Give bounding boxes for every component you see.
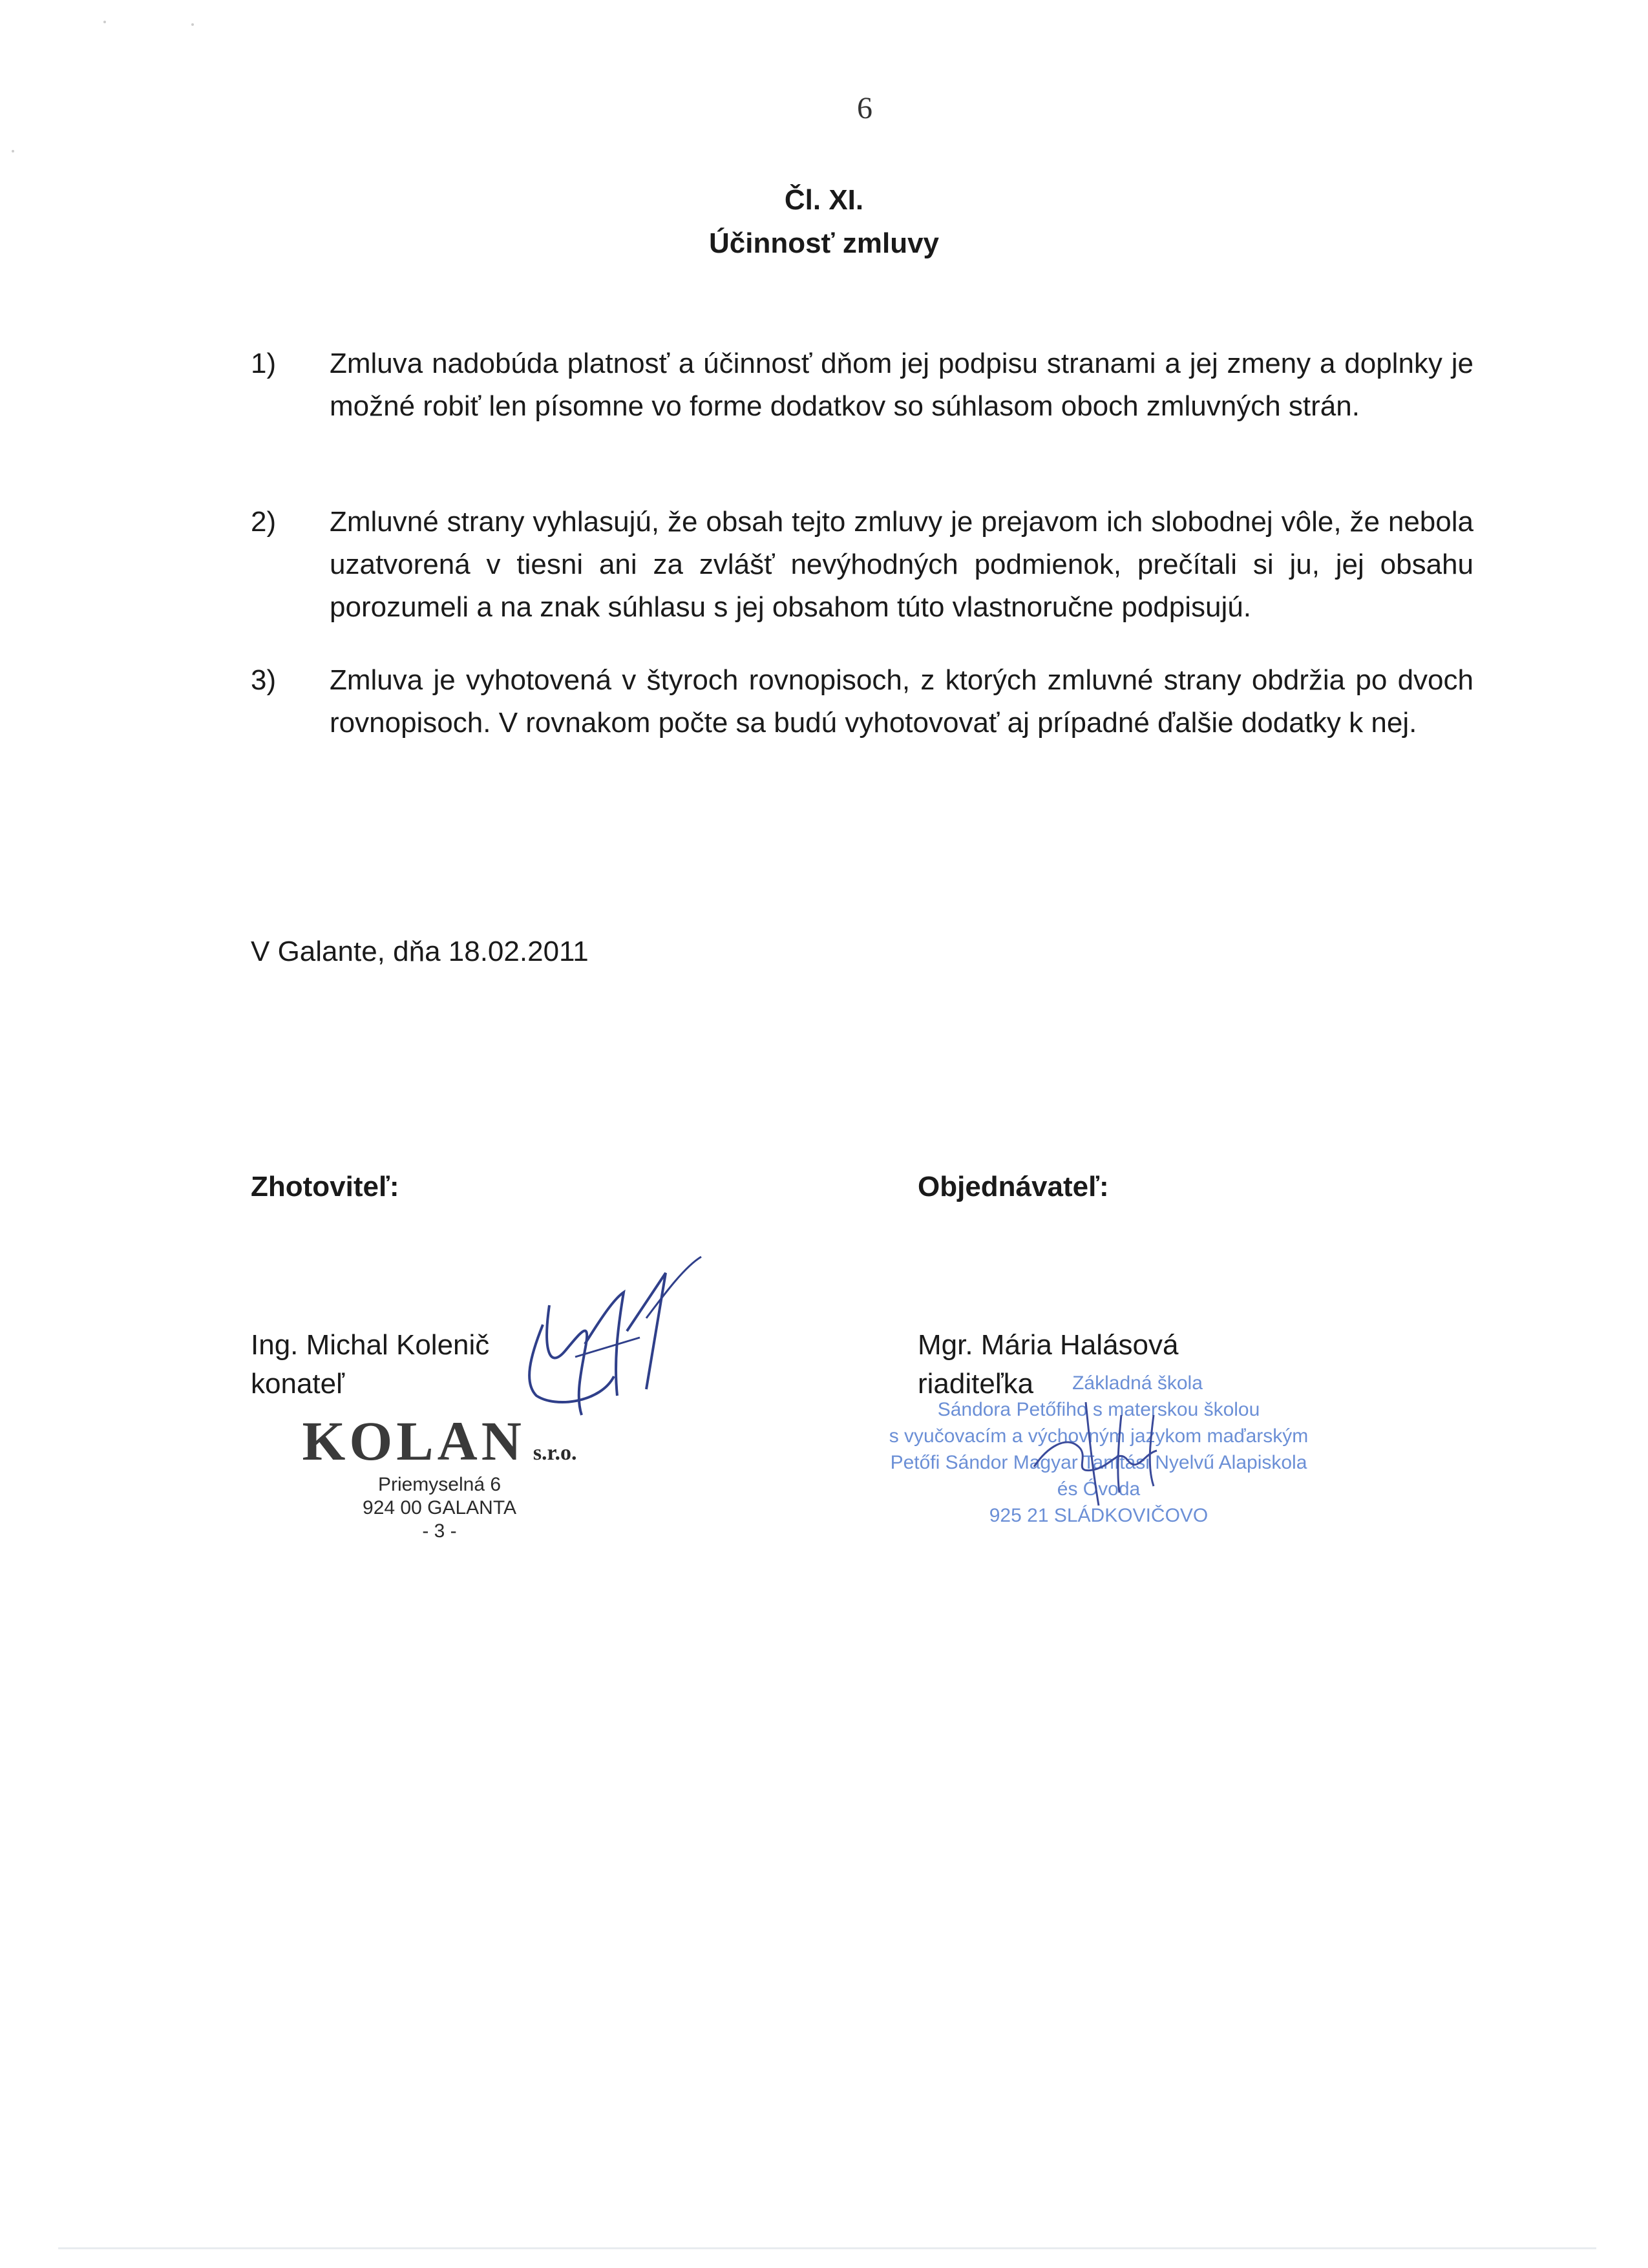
- clause-text: Zmluvné strany vyhlasujú, že obsah tejto zmluvy je prejavom ich slobodnej vôle, že nebola uzatvorená v tiesni ani za zvlášť nevýhodných podmienok, prečítali si ju, jej obsahu porozumeli a na znak súhlasu s jej obsahom túto vlastnoručne podpisujú.: [330, 506, 1474, 623]
- stamp-code: - 3 -: [422, 1520, 457, 1542]
- stamp-line: Petőfi Sándor Magyar Tanítási Nyelvű Alapiskola: [890, 1452, 1307, 1473]
- contractor-label: Zhotoviteľ:: [251, 1171, 399, 1202]
- stamp-line: 925 21 SLÁDKOVIČOVO: [989, 1505, 1209, 1526]
- clause-text: Zmluva je vyhotovená v štyroch rovnopisoch, z ktorých zmluvné strany obdržia po dvoch rovnopisoch. V rovnakom počte sa budú vyhotovovať aj prípadné ďalšie dodatky k nej.: [330, 664, 1474, 739]
- stamp-line: és Óvoda: [1057, 1478, 1141, 1500]
- stamp-line: Sándora Petőfiho s materskou školou: [937, 1399, 1260, 1420]
- client-role: riaditeľka: [918, 1368, 1034, 1400]
- contractor-role: konateľ: [251, 1368, 344, 1400]
- kolan-suffix: s.r.o.: [533, 1441, 577, 1465]
- scan-speck: [191, 23, 194, 26]
- page-number: 6: [857, 91, 872, 125]
- client-label: Objednávateľ:: [918, 1171, 1109, 1202]
- scan-edge-line: [58, 2247, 1596, 2249]
- clause-text: Zmluva nadobúda platnosť a účinnosť dňom jej podpisu stranami a jej zmeny a doplnky je možné robiť len písomne vo forme dodatkov so súhlasom oboch zmluvných strán.: [330, 348, 1474, 422]
- stamp-street: Priemyselná 6: [377, 1474, 502, 1495]
- client-signature: [1008, 1376, 1215, 1518]
- scan-speck: [103, 21, 106, 23]
- kolan-logo: KOLAN: [302, 1410, 525, 1472]
- stamp-city: 924 00 GALANTA: [363, 1497, 516, 1518]
- contractor-name: Ing. Michal Kolenič: [251, 1329, 490, 1361]
- place-date: V Galante, dňa 18.02.2011: [251, 936, 589, 967]
- article-number: Čl. XI.: [784, 184, 864, 216]
- clause-number: 2): [251, 506, 277, 538]
- contractor-signature: [452, 1254, 711, 1447]
- stamp-line: s vyučovacím a výchovným jazykom maďarským: [889, 1425, 1309, 1447]
- client-name: Mgr. Mária Halásová: [918, 1329, 1179, 1361]
- stamp-line: Základná škola: [1072, 1372, 1203, 1394]
- clause-number: 3): [251, 664, 277, 696]
- scan-speck: [12, 150, 14, 152]
- clause-number: 1): [251, 348, 277, 379]
- article-title: Účinnosť zmluvy: [708, 227, 940, 259]
